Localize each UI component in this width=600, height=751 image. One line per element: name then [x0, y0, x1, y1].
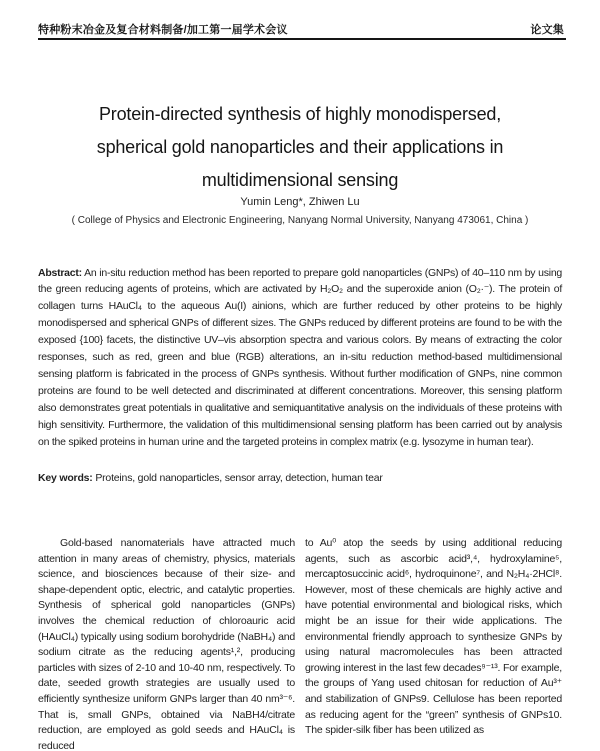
body-left-paragraph: Gold-based nanomaterials have attracted much attention in many areas of chemistry, physics, materials science, and biosciences because of their size- and shape-dependent optic, electric, and catalytic properties. Synthesis of spherical gold nanoparticles (GNPs) involves the chemical reduction of chloroauric acid (HAuCl₄) typically using sodium borohydride (NaBH₄) and sodium citrate as the reducing agents¹,², producing particles with sizes of 2-10 and 10-40 nm, respectively. To date, seeded growth strategies are usually used to efficiently synthesize uniform GNPs larger than 40 nm³⁻⁶. That is, small GNPs, obtained via NaBH4/citrate reduction, are employed as gold seeds and HAuCl₄ is reduced	[38, 537, 295, 751]
header-rule	[38, 38, 566, 40]
body-column-left	[38, 536, 295, 751]
abstract-text: An in-situ reduction method has been reported to prepare gold nanoparticles (GNPs) of 40–110 nm by using the green reducing agents of proteins, which are activated by H₂O₂ and the superoxide anion (O₂·⁻). The protein of collagen turns HAuCl₄ to the aqueous Au(I) ainions, which are further reduced by other proteins to be highly monodispersed and spherical GNPs of different sizes. The GNPs reduced by different proteins are found to be with the exposed {100} facets, the distinctive UV–vis absorption spectra and various colors. By means of extracting the color responses, such as red, green and blue (RGB) alterations, an in-situ reduction method-based multidimensional sensing platform is fabricated in the process of GNPs synthesis. Without further modification of GNPs, nine common proteins are found to be well detected and discriminated at different concentrations. Moreover, this sensing platform also demonstrates great potentials in qualitative and semiquantitative analysis on the individuals of these proteins with high sensitivity. Furthermore, the validation of this multidimensional sensing platform has been carried out by analysis on the spiked proteins in human urine and the targeted proteins in complex matrix (e.g. lysozyme in human tear).	[38, 266, 562, 448]
paper-title	[0, 98, 600, 197]
keywords-label: Key words:	[38, 471, 93, 484]
conference-name: 特种粉末冶金及复合材料制备/加工第一届学术会议	[38, 24, 288, 36]
paper-title-line-1: Protein-directed synthesis of highly monodispersed,	[98, 104, 502, 125]
affiliation: ( College of Physics and Electronic Engineering, Nanyang Normal University, Nanyang 473061, China )	[71, 215, 529, 226]
body-right-paragraph: to Au⁰ atop the seeds by using additional reducing agents, such as ascorbic acid³,⁴, hydroxylamine⁵, mercaptosuccinic acid⁶, hydroquinone⁷, and N₂H₄·2HCl⁸. However, most of these chemicals are highly active and have potential environmental and biological risks, which might be an issue for their wide applications. The environmental friendly approach to synthesize GNPs by using natural macromolecules has been attracted growing interest in the last few decades⁹⁻¹³. For example, the groups of Yang used chitosan for reduction of Au³⁺ and stabilization of GNPs9. Cellulose has been reported as reducing agent for the “green” synthesis of GNPs10. The spider-silk fiber has been utilized as	[305, 537, 562, 737]
paper-title-line-2: spherical gold nanoparticles and their applications in	[96, 137, 504, 158]
abstract-label: Abstract:	[38, 266, 82, 279]
proceedings-label: 论文集	[530, 24, 564, 36]
abstract-paragraph	[38, 265, 562, 451]
body-text	[38, 536, 562, 751]
page-header	[38, 21, 564, 37]
paper-title-line-3: multidimensional sensing	[201, 170, 399, 191]
keywords-text: Proteins, gold nanoparticles, sensor array, detection, human tear	[92, 471, 383, 484]
body-column-right	[305, 536, 562, 751]
authors: Yumin Leng*, Zhiwen Lu	[240, 196, 360, 208]
keywords-line	[38, 472, 562, 484]
